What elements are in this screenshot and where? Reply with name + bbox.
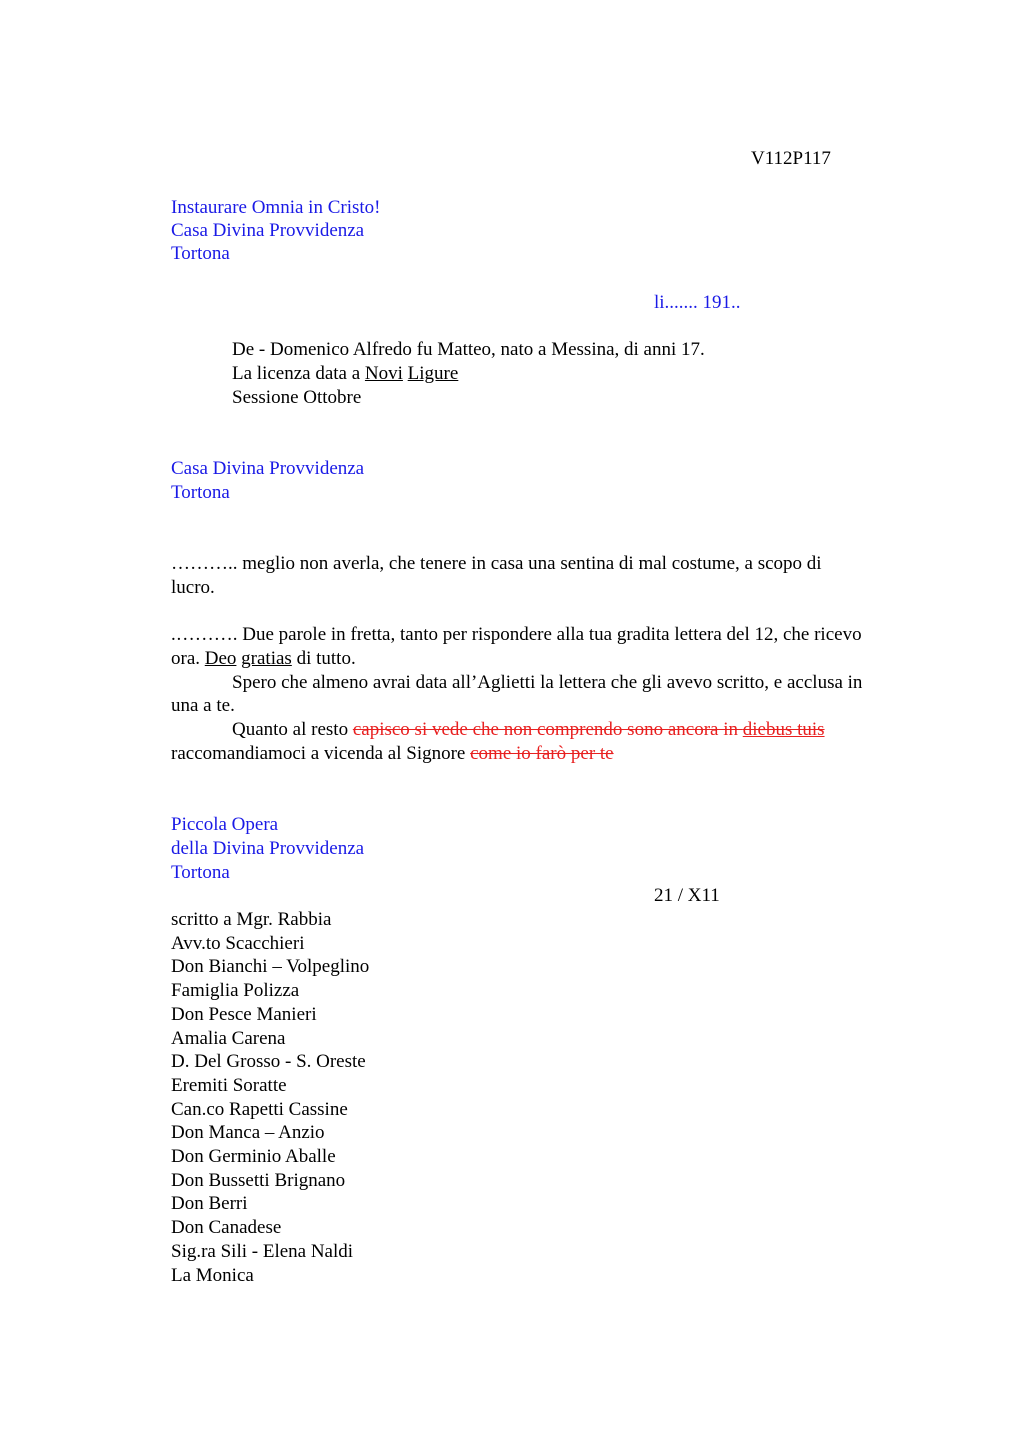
letterhead-city: Tortona xyxy=(171,243,230,264)
list-item: Amalia Carena xyxy=(171,1027,286,1049)
list-item: Sig.ra Sili - Elena Naldi xyxy=(171,1240,354,1262)
list-item: Don Berri xyxy=(171,1193,248,1215)
letterhead-3-line-2: della Divina Provvidenza xyxy=(171,838,365,859)
deleted-text-2: come io farò per te xyxy=(470,743,614,764)
list-item: Don Bussetti Brignano xyxy=(171,1169,346,1191)
list-item: Don Bianchi – Volpeglino xyxy=(171,956,370,978)
note-line-3: Sessione Ottobre xyxy=(232,387,362,408)
document-id: V112P117 xyxy=(751,148,831,169)
list-item: Don Manca – Anzio xyxy=(171,1122,325,1144)
list-item: Famiglia Polizza xyxy=(171,980,300,1002)
note-line-2 xyxy=(232,362,458,386)
letterhead-3-city: Tortona xyxy=(171,862,230,883)
list-item: Don Canadese xyxy=(171,1217,282,1239)
fragment-2-line-3: Spero che almeno avrai data all’Aglietti la lettera che gli avevo scritto, e acclusa in xyxy=(232,672,863,693)
place-novi: Novi xyxy=(364,363,403,384)
deleted-text-diebus: diebus tuis xyxy=(742,719,825,740)
fragment-1-line-1: ……….. meglio non averla, che tenere in casa una sentina di mal costume, a scopo di xyxy=(171,553,822,574)
date-line: li....... 191.. xyxy=(654,292,741,313)
fragment-2-line-6 xyxy=(171,742,614,766)
letterhead-3-line-1: Piccola Opera xyxy=(171,814,279,835)
deo-word: Deo xyxy=(204,648,237,669)
list-item: Avv.to Scacchieri xyxy=(171,932,305,954)
fragment-2-line-2-suffix: di tutto. xyxy=(291,648,356,669)
letterhead-motto: Instaurare Omnia in Cristo! xyxy=(171,197,381,218)
list-item: scritto a Mgr. Rabbia xyxy=(171,909,332,930)
note-line-2-prefix: La licenza data a xyxy=(232,363,365,384)
place-ligure: Ligure xyxy=(407,363,459,384)
date-2: 21 / X11 xyxy=(654,885,720,906)
list-item: Don Pesce Manieri xyxy=(171,1003,317,1025)
fragment-2-line-5-prefix: Quanto al resto xyxy=(232,719,353,740)
fragment-2-line-2 xyxy=(171,647,356,671)
letterhead-2-city: Tortona xyxy=(171,482,230,503)
fragment-1-line-2: lucro. xyxy=(171,577,215,598)
letterhead-2-house: Casa Divina Provvidenza xyxy=(171,458,365,479)
list-item: Eremiti Soratte xyxy=(171,1074,287,1096)
recipient-list xyxy=(171,908,369,1287)
fragment-2-line-1: .………. Due parole in fretta, tanto per rispondere alla tua gradita lettera del 12, che ricevo xyxy=(171,624,862,645)
fragment-2-line-5 xyxy=(232,718,825,742)
fragment-2-line-2-prefix: ora. xyxy=(171,648,205,669)
list-item: Can.co Rapetti Cassine xyxy=(171,1098,348,1120)
list-item: D. Del Grosso - S. Oreste xyxy=(171,1051,366,1073)
deleted-text-1: capisco si vede che non comprendo sono ancora in xyxy=(352,719,743,740)
letterhead-house: Casa Divina Provvidenza xyxy=(171,220,365,241)
note-line-1: De - Domenico Alfredo fu Matteo, nato a Messina, di anni 17. xyxy=(232,339,705,360)
fragment-2-line-4: una a te. xyxy=(171,695,235,716)
gratias-word: gratias xyxy=(241,648,292,669)
list-item: La Monica xyxy=(171,1264,254,1286)
list-item: Don Germinio Aballe xyxy=(171,1146,336,1168)
fragment-2-line-6-prefix: raccomandiamoci a vicenda al Signore xyxy=(171,743,471,764)
